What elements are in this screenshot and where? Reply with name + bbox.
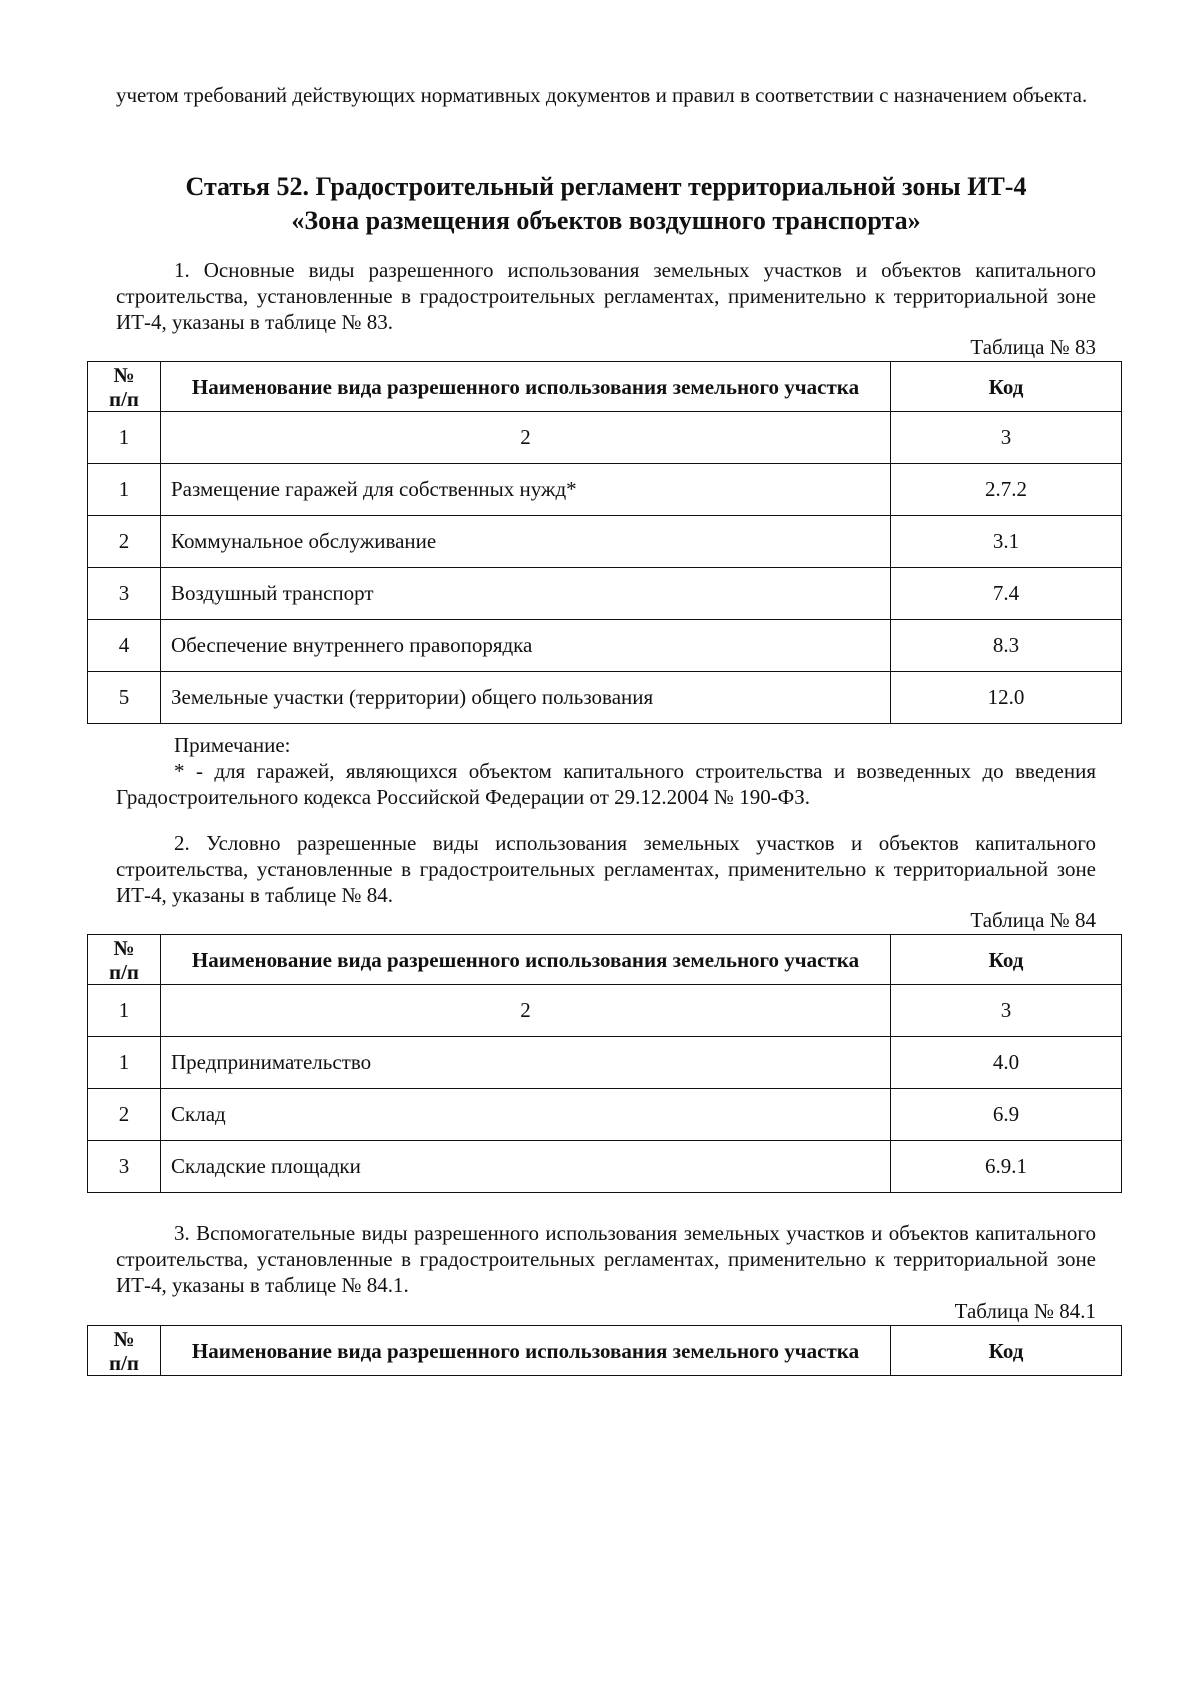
table84-caption: Таблица № 84 xyxy=(970,908,1096,932)
note-block xyxy=(116,732,1096,810)
header-num-line1: № xyxy=(113,362,135,387)
row-code: 8.3 xyxy=(891,620,1122,672)
note-title: Примечание: xyxy=(174,733,291,757)
header-num-line1: № xyxy=(113,935,135,960)
table-row xyxy=(88,568,1122,620)
table-row xyxy=(88,620,1122,672)
row-num: 1 xyxy=(88,464,161,516)
row-code: 2.7.2 xyxy=(891,464,1122,516)
table-index-row xyxy=(88,412,1122,464)
row-name: Воздушный транспорт xyxy=(161,568,891,620)
index-cell: 2 xyxy=(161,412,891,464)
table-header-row xyxy=(88,935,1122,985)
row-name: Размещение гаражей для собственных нужд* xyxy=(161,464,891,516)
row-num: 4 xyxy=(88,620,161,672)
row-num: 3 xyxy=(88,1141,161,1193)
row-code: 6.9 xyxy=(891,1089,1122,1141)
header-num xyxy=(88,362,161,412)
header-num-line1: № xyxy=(113,1326,135,1351)
index-cell: 3 xyxy=(891,985,1122,1037)
table-84 xyxy=(87,934,1122,1193)
table-row xyxy=(88,1089,1122,1141)
row-num: 1 xyxy=(88,1037,161,1089)
row-num: 5 xyxy=(88,672,161,724)
row-num: 3 xyxy=(88,568,161,620)
note-text: * - для гаражей, являющихся объектом капитального строительства и возведенных до введения Градостроительного кодекса Российской Федерации от 29.12.2004 № 190-ФЗ. xyxy=(116,759,1096,809)
row-code: 12.0 xyxy=(891,672,1122,724)
index-cell: 1 xyxy=(88,985,161,1037)
header-code: Код xyxy=(891,935,1122,985)
header-num-line2: п/п xyxy=(108,386,140,411)
article-heading-line2: «Зона размещения объектов воздушного транспорта» xyxy=(291,206,921,235)
row-name: Склад xyxy=(161,1089,891,1141)
index-cell: 1 xyxy=(88,412,161,464)
table-row xyxy=(88,1141,1122,1193)
table-header-row xyxy=(88,362,1122,412)
header-num-line2: п/п xyxy=(108,1350,140,1375)
row-name: Обеспечение внутреннего правопорядка xyxy=(161,620,891,672)
table-row xyxy=(88,1037,1122,1089)
article-heading-line1: Статья 52. Градостроительный регламент территориальной зоны ИТ-4 xyxy=(185,172,1027,201)
index-cell: 2 xyxy=(161,985,891,1037)
table-index-row xyxy=(88,985,1122,1037)
header-name: Наименование вида разрешенного использования земельного участка xyxy=(161,935,891,985)
article-heading xyxy=(116,170,1096,238)
header-name: Наименование вида разрешенного использования земельного участка xyxy=(161,362,891,412)
header-code: Код xyxy=(891,362,1122,412)
row-name: Коммунальное обслуживание xyxy=(161,516,891,568)
section1-paragraph: 1. Основные виды разрешенного использования земельных участков и объектов капитального строительства, установленные в градостроительных регламентах, применительно к территориальной зоне ИТ-4, указаны в таблице № 83. xyxy=(116,258,1096,334)
row-name: Предпринимательство xyxy=(161,1037,891,1089)
section2-paragraph: 2. Условно разрешенные виды использования земельных участков и объектов капитального строительства, установленные в градостроительных регламентах, применительно к территориальной зоне ИТ-4, указаны в таблице № 84. xyxy=(116,831,1096,907)
table-header-row xyxy=(88,1326,1122,1376)
table-row xyxy=(88,516,1122,568)
row-num: 2 xyxy=(88,1089,161,1141)
intro-paragraph: учетом требований действующих нормативных документов и правил в соответствии с назначением объекта. xyxy=(116,83,1088,107)
section3-paragraph: 3. Вспомогательные виды разрешенного использования земельных участков и объектов капитального строительства, установленные в градостроительных регламентах, применительно к территориальной зоне ИТ-4, указаны в таблице № 84.1. xyxy=(116,1221,1096,1297)
header-name: Наименование вида разрешенного использования земельного участка xyxy=(161,1326,891,1376)
table-row xyxy=(88,672,1122,724)
table83-caption: Таблица № 83 xyxy=(970,335,1096,359)
row-name: Земельные участки (территории) общего пользования xyxy=(161,672,891,724)
row-name: Складские площадки xyxy=(161,1141,891,1193)
row-code: 3.1 xyxy=(891,516,1122,568)
header-num xyxy=(88,1326,161,1376)
header-code: Код xyxy=(891,1326,1122,1376)
header-num xyxy=(88,935,161,985)
header-num-line2: п/п xyxy=(108,959,140,984)
table84-1-caption: Таблица № 84.1 xyxy=(954,1299,1096,1323)
row-code: 4.0 xyxy=(891,1037,1122,1089)
index-cell: 3 xyxy=(891,412,1122,464)
table-84-1 xyxy=(87,1325,1122,1376)
row-num: 2 xyxy=(88,516,161,568)
table-83 xyxy=(87,361,1122,724)
row-code: 7.4 xyxy=(891,568,1122,620)
row-code: 6.9.1 xyxy=(891,1141,1122,1193)
table-row xyxy=(88,464,1122,516)
